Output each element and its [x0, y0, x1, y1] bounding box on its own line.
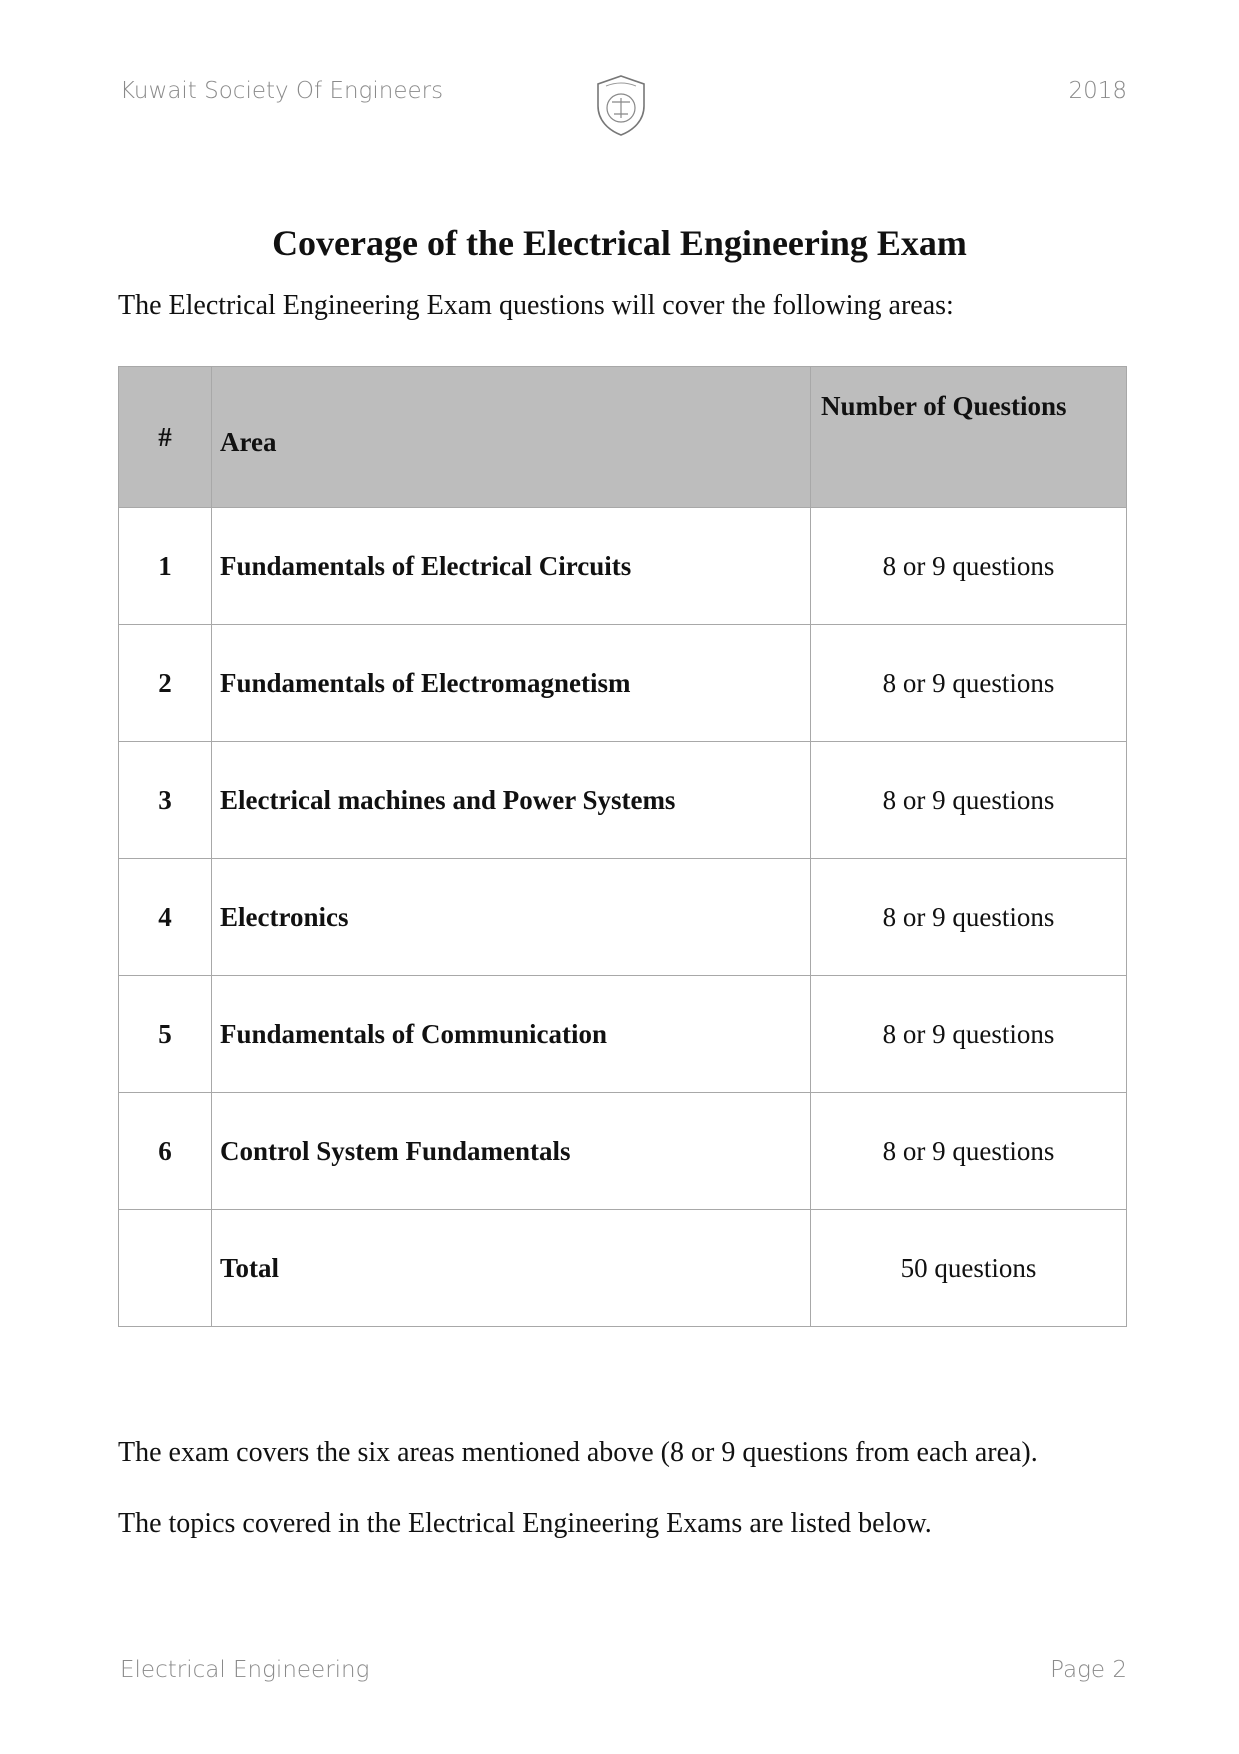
row-number: 5 — [119, 976, 212, 1093]
row-area: Fundamentals of Communication — [212, 976, 811, 1093]
table-row — [119, 976, 1127, 1093]
row-area: Fundamentals of Electrical Circuits — [212, 508, 811, 625]
column-header-area: Area — [212, 367, 811, 508]
table-row — [119, 508, 1127, 625]
row-count: 8 or 9 questions — [811, 625, 1127, 742]
footer-subject: Electrical Engineering — [120, 1657, 370, 1683]
page-title: Coverage of the Electrical Engineering Exam — [272, 223, 967, 263]
row-number — [119, 1210, 212, 1327]
row-area: Electronics — [212, 859, 811, 976]
table-row — [119, 1093, 1127, 1210]
row-area: Electrical machines and Power Systems — [212, 742, 811, 859]
table-row — [119, 859, 1127, 976]
row-area: Control System Fundamentals — [212, 1093, 811, 1210]
row-number: 2 — [119, 625, 212, 742]
summary-paragraph: The exam covers the six areas mentioned above (8 or 9 questions from each area). — [118, 1437, 1038, 1468]
row-count: 8 or 9 questions — [811, 742, 1127, 859]
row-area: Fundamentals of Electromagnetism — [212, 625, 811, 742]
column-header-number: # — [119, 367, 212, 508]
intro-text: The Electrical Engineering Exam questions will cover the following areas: — [118, 290, 954, 321]
row-count: 50 questions — [811, 1210, 1127, 1327]
row-count: 8 or 9 questions — [811, 508, 1127, 625]
table-row — [119, 742, 1127, 859]
header-year: 2018 — [1068, 78, 1127, 104]
row-number: 6 — [119, 1093, 212, 1210]
footer-page-number: Page 2 — [1050, 1657, 1127, 1683]
row-number: 3 — [119, 742, 212, 859]
society-logo-icon — [588, 72, 654, 138]
exam-areas-table — [118, 366, 1127, 1327]
row-number: 4 — [119, 859, 212, 976]
header-organization: Kuwait Society Of Engineers — [120, 78, 444, 104]
topics-paragraph: The topics covered in the Electrical Engineering Exams are listed below. — [118, 1508, 932, 1539]
row-count: 8 or 9 questions — [811, 976, 1127, 1093]
table-row — [119, 625, 1127, 742]
column-header-count: Number of Questions — [811, 367, 1127, 508]
row-area: Total — [212, 1210, 811, 1327]
table-header-row — [119, 367, 1127, 508]
row-number: 1 — [119, 508, 212, 625]
table-total-row — [119, 1210, 1127, 1327]
row-count: 8 or 9 questions — [811, 1093, 1127, 1210]
row-count: 8 or 9 questions — [811, 859, 1127, 976]
